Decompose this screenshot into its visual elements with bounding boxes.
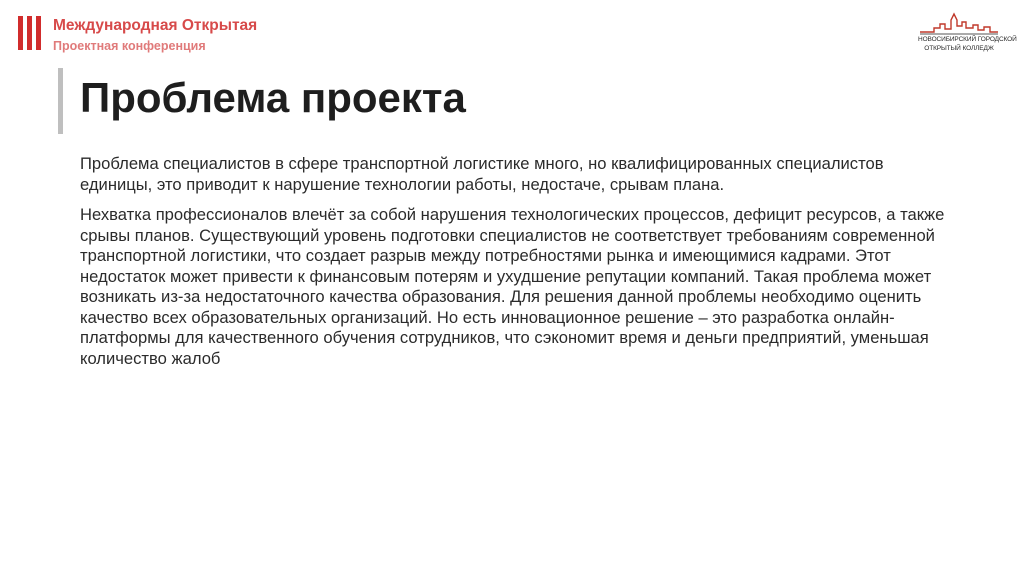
logo-bars-icon xyxy=(18,16,41,50)
paragraph-2: Нехватка профессионалов влечёт за собой нарушения технологических процессов, дефицит ресурсов, а также срывы планов. Существующий уровень подготовки специалистов не соответствует требованиям современной транспортной логистики, что создает разрыв между потребностями рынка и имеющимися кадрами. Этот недостаток может привести к финансовым потерям и ухудшение репутации компаний. Такая проблема может возникать из-за недостаточного качества образования. Для решения данной проблемы необходимо оценить качество всех образовательных организаций. Но есть инновационное решение – это разработка онлайн-платформы для качественного обучения сотрудников, что сэкономит время и деньги предприятий, уменьшая количество жалоб xyxy=(80,205,945,368)
slide-body xyxy=(80,154,960,379)
paragraph-1: Проблема специалистов в сфере транспортной логистике много, но квалифицированных специалистов единицы, это приводит к нарушение технологии работы, недостаче, срывам плана. xyxy=(80,154,884,194)
conference-subtitle: Проектная конференция xyxy=(53,38,206,53)
college-name-line2: ОТКРЫТЫЙ КОЛЛЕДЖ xyxy=(924,45,994,52)
conference-logo xyxy=(18,14,257,54)
conference-title: Международная Открытая xyxy=(53,17,258,34)
title-accent-bar xyxy=(58,68,63,134)
city-skyline-icon xyxy=(918,10,1000,36)
slide-title: Проблема проекта xyxy=(80,74,466,121)
college-name-line1: НОВОСИБИРСКИЙ ГОРОДСКОЙ xyxy=(918,36,1017,43)
college-logo xyxy=(918,10,1017,60)
